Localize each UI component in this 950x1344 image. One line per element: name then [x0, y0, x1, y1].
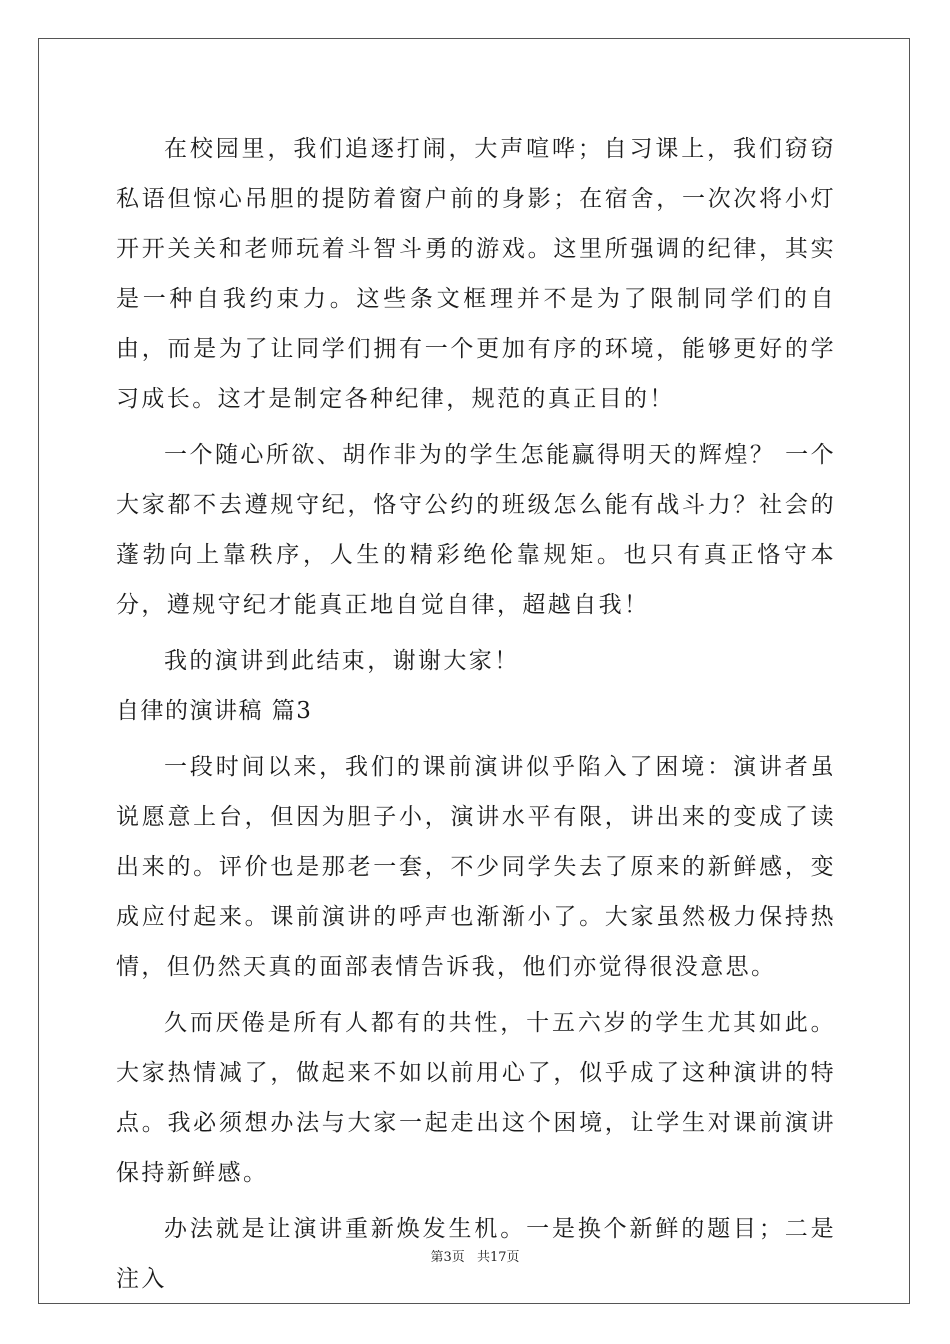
section-heading: 自律的演讲稿 篇3 [116, 698, 313, 724]
paragraph-closing: 我的演讲到此结束，谢谢大家！ [164, 648, 520, 674]
paragraph-self-discipline: 一个随心所欲、胡作非为的学生怎能赢得明天的辉煌？ 一个大家都不去遵规守纪，恪守公约的班级怎么能有战斗力？社会的蓬勃向上靠秩序，人生的精彩绝伦靠规矩。也只有真正恪守本分，遵规守纪才能真正地自觉自律，超越自我！ [116, 442, 836, 618]
page-number: 第3页 [430, 1250, 465, 1265]
paragraph-fatigue: 久而厌倦是所有人都有的共性，十五六岁的学生尤其如此。大家热情减了，做起来不如以前用心了，似乎成了这种演讲的特点。我必须想办法与大家一起走出这个困境，让学生对课前演讲保持新鲜感。 [116, 1010, 836, 1186]
paragraph-dilemma: 一段时间以来，我们的课前演讲似乎陷入了困境：演讲者虽说愿意上台，但因为胆子小，演讲水平有限，讲出来的变成了读出来的。评价也是那老一套，不少同学失去了原来的新鲜感，变成应付起来。课前演讲的呼声也渐渐小了。大家虽然极力保持热情，但仍然天真的面部表情告诉我，他们亦觉得很没意思。 [116, 754, 836, 980]
paragraph-discipline: 在校园里，我们追逐打闹，大声喧哗；自习课上，我们窃窃私语但惊心吊胆的提防着窗户前的身影；在宿舍，一次次将小灯开开关关和老师玩着斗智斗勇的游戏。这里所强调的纪律，其实是一种自我约束力。这些条文框理并不是为了限制同学们的自由，而是为了让同学们拥有一个更加有序的环境，能够更好的学习成长。这才是制定各种纪律，规范的真正目的！ [116, 136, 836, 412]
document-body [116, 124, 836, 1304]
paragraph-solution: 办法就是让演讲重新焕发生机。一是换个新鲜的题目；二是注入 [116, 1216, 836, 1292]
page-footer [0, 1246, 950, 1265]
page-total: 共17页 [476, 1250, 520, 1265]
